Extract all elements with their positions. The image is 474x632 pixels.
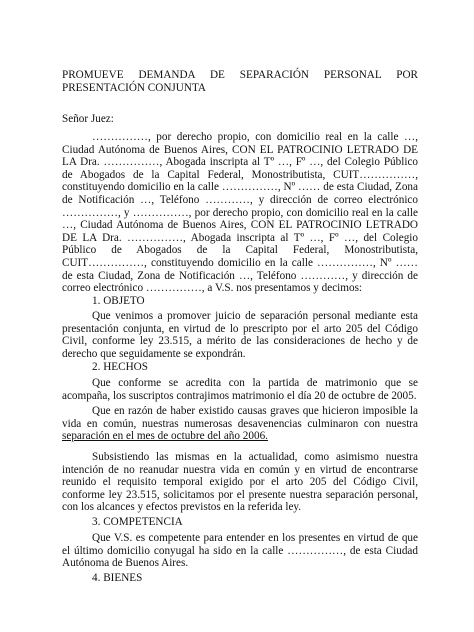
separation-date-underlined: separación en el mes de octubre del año 2006. (62, 430, 268, 443)
section-heading-bienes: 4. BIENES (92, 572, 143, 584)
objeto-paragraph: Que venimos a promover juicio de separación personal mediante esta presentación conjunta, en virtud de lo prescripto por el arto 205 del Código Civil, conforme ley 23.515, a mérito de las consideraciones de hecho y de derecho que seguidamente se expondrán. (62, 310, 418, 360)
section-heading-competencia: 3. COMPETENCIA (92, 516, 183, 528)
greeting: Señor Juez: (62, 113, 114, 125)
hechos-paragraph-1: Que conforme se acredita con la partida de matrimonio que se acompaña, los suscriptos contrajimos matrimonio el día 20 de octubre de 2005. (62, 377, 418, 402)
hechos-paragraph-2-text: Que en razón de haber existido causas graves que hicieron imposible la vida en común, nuestras numerosas desavenencias culminaron con nuestra (62, 405, 418, 430)
hechos-paragraph-3: Subsistiendo las mismas en la actualidad, como asimismo nuestra intención de no reanudar nuestra vida en común y en virtud de encontrarse reunido el requisito temporal exigido por el arto 205 del Código Civil, conforme ley 23.515, solicitamos por el presente nuestra separación personal, con los alcances y efectos previstos en la referida ley. (62, 451, 418, 514)
intro-paragraph: ……………, por derecho propio, con domicilio real en la calle …, Ciudad Autónoma de Buenos Aires, CON EL PATROCINIO LETRADO DE LA Dra. ……………, Abogada inscripta al Tº …, Fº …, del Colegio Público de Abogados de la Capital Federal, Monostributista, CUIT……………, constituyendo domicilio en la calle ……………, Nº …… de esta Ciudad, Zona de Notificación …, Teléfono …………, y dirección de correo electrónico ……………, y ……………, por derecho propio, con domicilio real en la calle …, Ciudad Autónoma de Buenos Aires, CON EL PATROCINIO LETRADO DE LA Dra. ……………, Abogada inscripta al Tº …, Fº …, del Colegio Público de Abogados de la Capital Federal, Monostributista, CUIT……………, constituyendo domicilio en la calle ……………, Nº …… de esta Ciudad, Zona de Notificación …, Teléfono …………, y dirección de correo electrónico ……………, a V.S. nos presentamos y decimos: (62, 131, 418, 295)
document-title: PROMUEVE DEMANDA DE SEPARACIÓN PERSONAL POR PRESENTACIÓN CONJUNTA (62, 69, 418, 94)
section-heading-hechos: 2. HECHOS (92, 361, 148, 373)
competencia-paragraph: Que V.S. es competente para entender en los presentes en virtud de que el último domicilio conyugal ha sido en la calle ……………, de esta Ciudad Autónoma de Buenos Aires. (62, 532, 418, 570)
hechos-paragraph-2 (62, 405, 418, 443)
section-heading-objeto: 1. OBJETO (92, 295, 145, 307)
